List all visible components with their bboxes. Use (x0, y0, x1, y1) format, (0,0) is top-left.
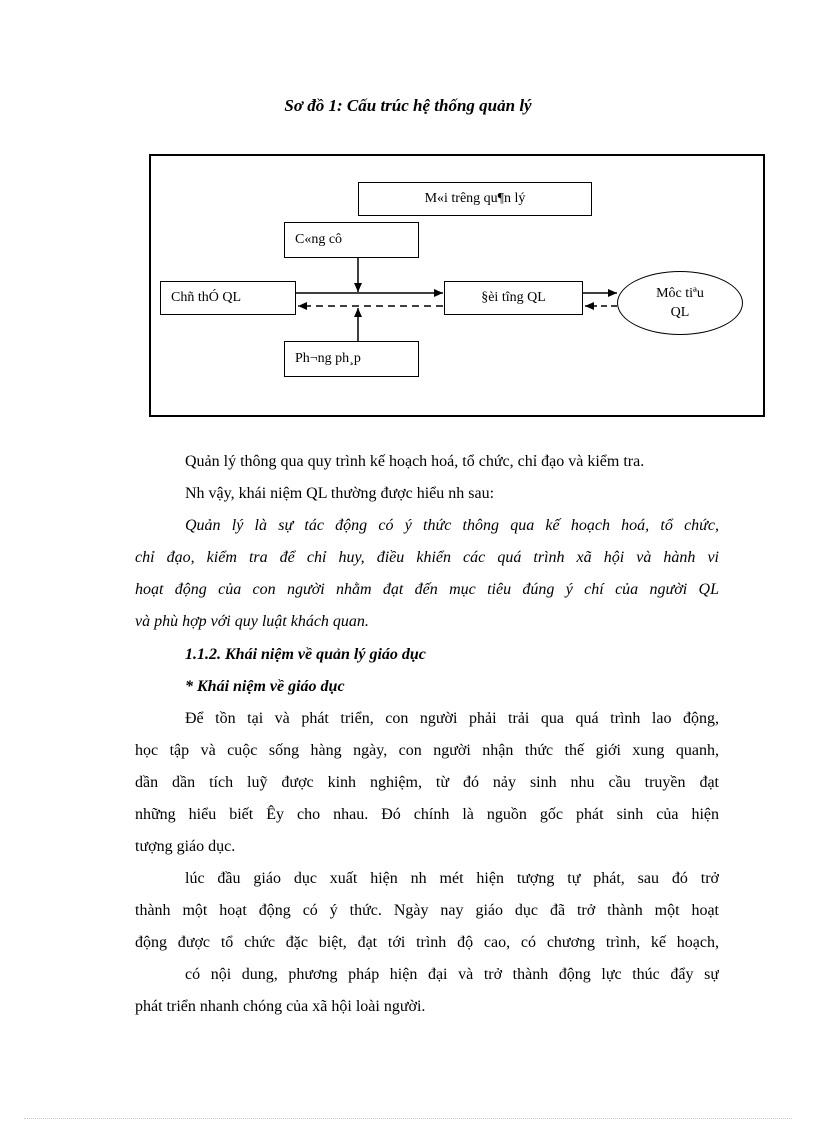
paragraph-4-line: lúc đầu giáo dục xuất hiện nh mét hiện tượng tự phát, sau đó trở (185, 870, 719, 887)
definition-line: chỉ đạo, kiểm tra để chỉ huy, điều khiển các quá trình xã hội và hành vi (135, 549, 719, 566)
method-box: Ph¬ng ph¸p (284, 341, 419, 377)
page-title: Sơ đồ 1: Cấu trúc hệ thống quản lý (284, 96, 532, 115)
paragraph-4-line: có nội dung, phương pháp hiện đại và trở thành động lực thúc đẩy sự (185, 966, 719, 983)
footer-divider (24, 1118, 792, 1119)
tool-box: C«ng cô (284, 222, 419, 258)
paragraph-1: Quản lý thông qua quy trình kế hoạch hoá, tổ chức, chỉ đạo và kiểm tra. (185, 453, 645, 470)
goal-label-line1: Môc tiªu (656, 286, 704, 301)
environment-box: M«i trêng qu¶n lý (358, 182, 592, 216)
paragraph-4-line: thành một hoạt động có ý thức. Ngày nay giáo dục đã trở thành một hoạt (135, 902, 719, 919)
paragraph-3-line: tượng giáo dục. (135, 838, 236, 855)
object-box: §èi tîng QL (444, 281, 583, 315)
definition-line: hoạt động của con người nhằm đạt đến mục tiêu đúng ý chí của người QL (135, 581, 719, 598)
section-heading: 1.1.2. Khái niệm về quản lý giáo dục (185, 646, 426, 663)
subsection-heading: * Khái niệm về giáo dục (185, 678, 345, 695)
definition-line: Quản lý là sự tác động có ý thức thông qua kế hoạch hoá, tổ chức, (185, 517, 719, 534)
goal-ellipse (617, 271, 743, 335)
definition-line: và phù hợp với quy luật khách quan. (135, 613, 369, 630)
paragraph-3-line: dần dần tích luỹ được kinh nghiệm, từ đó nảy sinh nhu cầu truyền đạt (135, 774, 719, 791)
subject-box: Chñ thÓ QL (160, 281, 296, 315)
goal-label-line2: QL (670, 305, 690, 320)
paragraph-4-line: phát triển nhanh chóng của xã hội loài người. (135, 998, 426, 1015)
paragraph-3-line: học tập và cuộc sống hàng ngày, con người nhận thức thế giới xung quanh, (135, 742, 719, 759)
paragraph-2: Nh vậy, khái niệm QL thường được hiểu nh sau: (185, 485, 495, 502)
paragraph-3-line: Để tồn tại và phát triển, con người phải trải qua quá trình lao động, (185, 710, 719, 727)
paragraph-4-line: động được tổ chức đặc biệt, đạt tới trình độ cao, có chương trình, kế hoạch, (135, 934, 719, 951)
paragraph-3-line: những hiểu biết Êy cho nhau. Đó chính là nguồn gốc phát sinh của hiện (135, 806, 719, 823)
